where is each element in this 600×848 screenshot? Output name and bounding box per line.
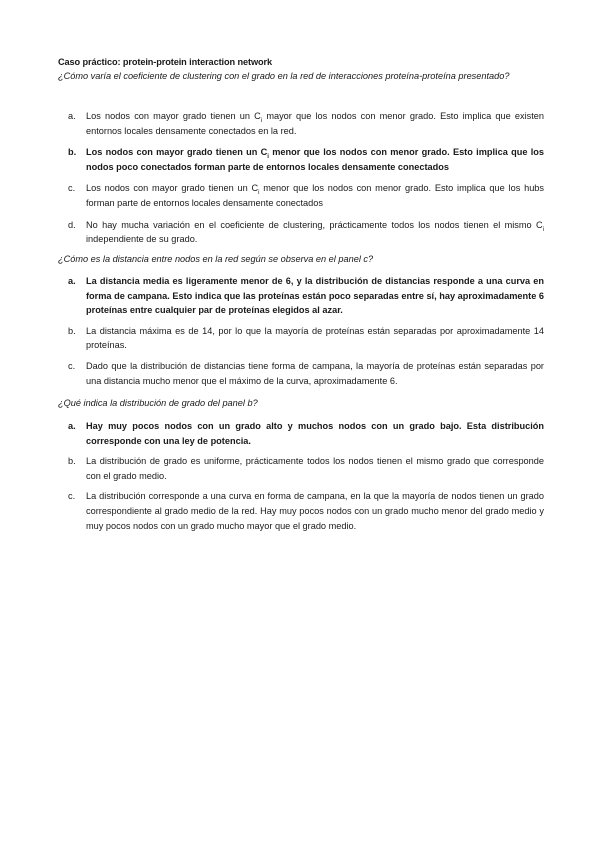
answer-list-degree — [58, 419, 544, 533]
question-clustering: ¿Cómo varía el coeficiente de clustering con el grado en la red de interacciones proteína-proteína presentado? — [58, 71, 510, 81]
answer-letter: a. — [68, 111, 76, 121]
answer-list-distance — [58, 274, 544, 388]
document-title: Caso práctico: protein-protein interaction network — [58, 57, 272, 67]
answer-text: No hay mucha variación en el coeficiente de clustering, prácticamente todos los nodos tienen el mismo $C_i$ independiente de su grado. — [86, 219, 544, 245]
answer-option-b — [58, 324, 544, 353]
question-degree-distribution: ¿Qué indica la distribución de grado del panel b? — [58, 398, 258, 408]
answer-text: La distancia máxima es de 14, por lo que la mayoría de proteínas están separadas por aproximadamente 14 proteínas. — [86, 325, 544, 351]
answer-text: Dado que la distribución de distancias tiene forma de campana, la mayoría de proteínas están separadas por una distancia mucho menor que el máximo de la curva, aproximadamente 6. — [86, 360, 544, 386]
answer-letter: d. — [68, 219, 76, 230]
answer-option-b — [58, 454, 544, 483]
answer-letter: b. — [68, 147, 77, 158]
answer-option-d — [58, 218, 544, 247]
answer-option-c — [58, 489, 544, 533]
answer-text: Hay muy pocos nodos con un grado alto y muchos nodos con un grado bajo. Esta distribución corresponde con una ley de potencia. — [86, 421, 544, 446]
answer-option-b — [58, 145, 544, 174]
answer-text: Los nodos con mayor grado tienen un $C_i$ menor que los nodos con menor grado. Esto implica que los hubs forman parte de entornos locales densamente conectados — [86, 183, 545, 208]
answer-option-a — [58, 109, 544, 138]
answer-option-c — [58, 181, 544, 210]
answer-letter: c. — [68, 183, 76, 194]
answer-letter: a. — [68, 421, 76, 431]
answer-letter: c. — [68, 360, 76, 371]
answer-option-a — [58, 419, 544, 448]
answer-option-a — [58, 274, 544, 318]
answer-list-clustering — [58, 109, 544, 247]
answer-letter: a. — [68, 276, 76, 286]
answer-letter: b. — [68, 325, 76, 336]
answer-text: Los nodos con mayor grado tienen un $C_i$ menor que los nodos con menor grado. Esto implica que los nodos poco conectados forman parte de entornos locales densamente conectados — [86, 147, 544, 172]
question-distance: ¿Cómo es la distancia entre nodos en la red según se observa en el panel c? — [58, 254, 374, 264]
answer-text: Los nodos con mayor grado tienen un $C_i$ mayor que los nodos con menor grado. Esto implica que existen entornos locales densamente conectados en la red. — [86, 111, 545, 136]
answer-option-c — [58, 359, 544, 388]
answer-text: La distribución de grado es uniforme, prácticamente todos los nodos tienen el mismo grado que corresponde con el grado medio. — [86, 456, 544, 481]
answer-text: La distribución corresponde a una curva en forma de campana, en la que la mayoría de nodos tienen un grado correspondiente al grado medio de la red. Hay muy pocos nodos con un grado mucho menor del grado medio y muy pocos nodos con un grado mucho mayor que el grado medio. — [86, 491, 544, 531]
answer-letter: b. — [68, 456, 76, 467]
answer-letter: c. — [68, 491, 76, 502]
answer-text: La distancia media es ligeramente menor de 6, y la distribución de distancias responde a una curva en forma de campana. Esto indica que las proteínas están poco separadas entre sí, hay aproximadamente 6 proteínas entre cualquier par de proteínas elegidos al azar. — [86, 276, 544, 316]
